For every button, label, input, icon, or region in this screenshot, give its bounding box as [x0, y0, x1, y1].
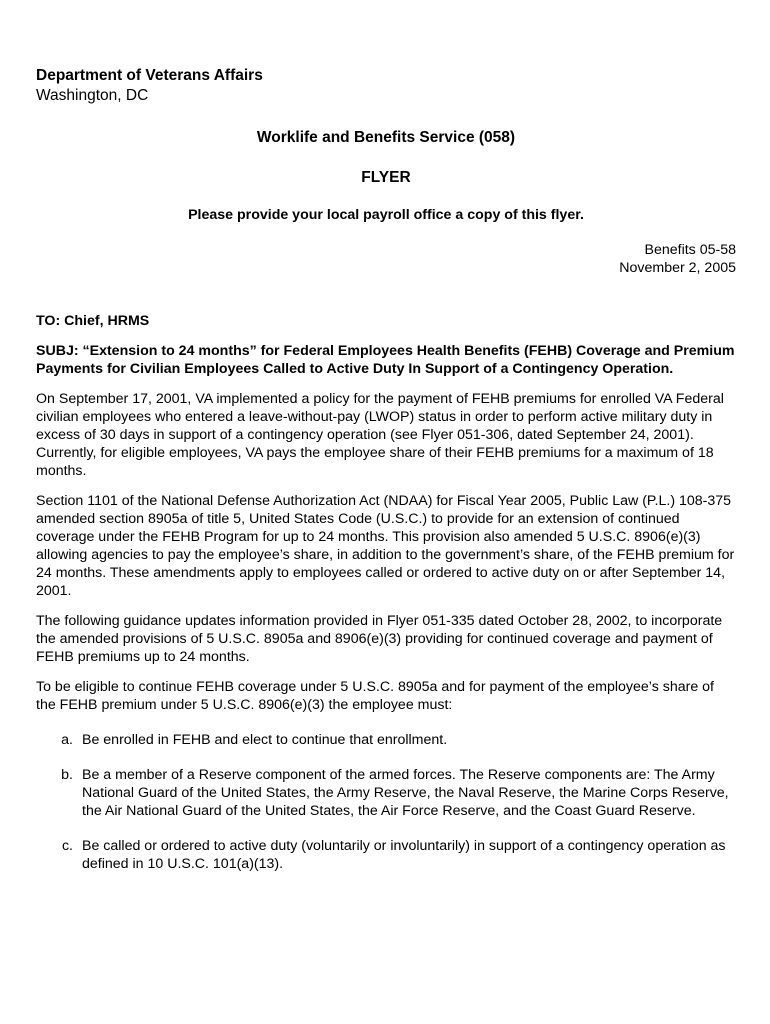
document-page	[36, 66, 736, 873]
reference-date: November 2, 2005	[619, 260, 736, 276]
organization-name: Department of Veterans Affairs	[36, 67, 263, 84]
list-item	[36, 837, 736, 873]
reference-number: Benefits 05-58	[644, 242, 736, 258]
body-paragraph: Section 1101 of the National Defense Authorization Act (NDAA) for Fiscal Year 2005, Public Law (P.L.) 108-375 amended section 8905a of title 5, United States Code (U.S.C.) to provide for an extension of continued coverage under the FEHB Program for up to 24 months. This provision also amended 5 U.S.C. 8906(e)(3) allowing agencies to pay the employee’s share, in addition to the government’s share, of the FEHB premium for 24 months. These amendments apply to employees called or ordered to active duty on or after September 14, 2001.	[36, 493, 735, 599]
service-title: Worklife and Benefits Service (058)	[256, 129, 516, 146]
list-item-marker: c.	[61, 838, 73, 854]
eligibility-requirements-list	[36, 731, 736, 873]
list-item-marker: a.	[61, 732, 73, 748]
body-paragraph: The following guidance updates information provided in Flyer 051-335 dated October 28, 2002, to incorporate the amended provisions of 5 U.S.C. 8905a and 8906(e)(3) providing for continued coverage and payment of FEHB premiums up to 24 months.	[36, 613, 723, 665]
list-item	[36, 731, 736, 749]
memo-to: TO: Chief, HRMS	[36, 313, 150, 329]
memo-subject: SUBJ: “Extension to 24 months” for Federal Employees Health Benefits (FEHB) Coverage and Premium Payments for Civilian Employees Called to Active Duty In Support of a Contingency Operation.	[36, 343, 735, 377]
document-type: FLYER	[361, 169, 411, 186]
body-paragraph: To be eligible to continue FEHB coverage under 5 U.S.C. 8905a and for payment of the employee’s share of the FEHB premium under 5 U.S.C. 8906(e)(3) the employee must:	[36, 679, 714, 713]
list-item-text: Be enrolled in FEHB and elect to continue that enrollment.	[82, 732, 448, 748]
list-item-text: Be called or ordered to active duty (voluntarily or involuntarily) in support of a contingency operation as defined in 10 U.S.C. 101(a)(13).	[82, 838, 726, 872]
distribution-instruction: Please provide your local payroll office a copy of this flyer.	[188, 207, 584, 223]
organization-location: Washington, DC	[36, 87, 149, 104]
list-item	[36, 766, 736, 820]
list-item-marker: b.	[61, 767, 73, 783]
list-item-text: Be a member of a Reserve component of the armed forces. The Reserve components are: The Army National Guard of the United States, the Army Reserve, the Naval Reserve, the Marine Corps Reserve, the Air National Guard of the United States, the Air Force Reserve, and the Coast Guard Reserve.	[82, 767, 729, 819]
body-paragraph: On September 17, 2001, VA implemented a policy for the payment of FEHB premiums for enrolled VA Federal civilian employees who entered a leave-without-pay (LWOP) status in order to perform active military duty in excess of 30 days in support of a contingency operation (see Flyer 051-306, dated September 24, 2001). Currently, for eligible employees, VA pays the employee share of their FEHB premiums for a maximum of 18 months.	[36, 391, 724, 479]
reference-block	[36, 241, 736, 277]
